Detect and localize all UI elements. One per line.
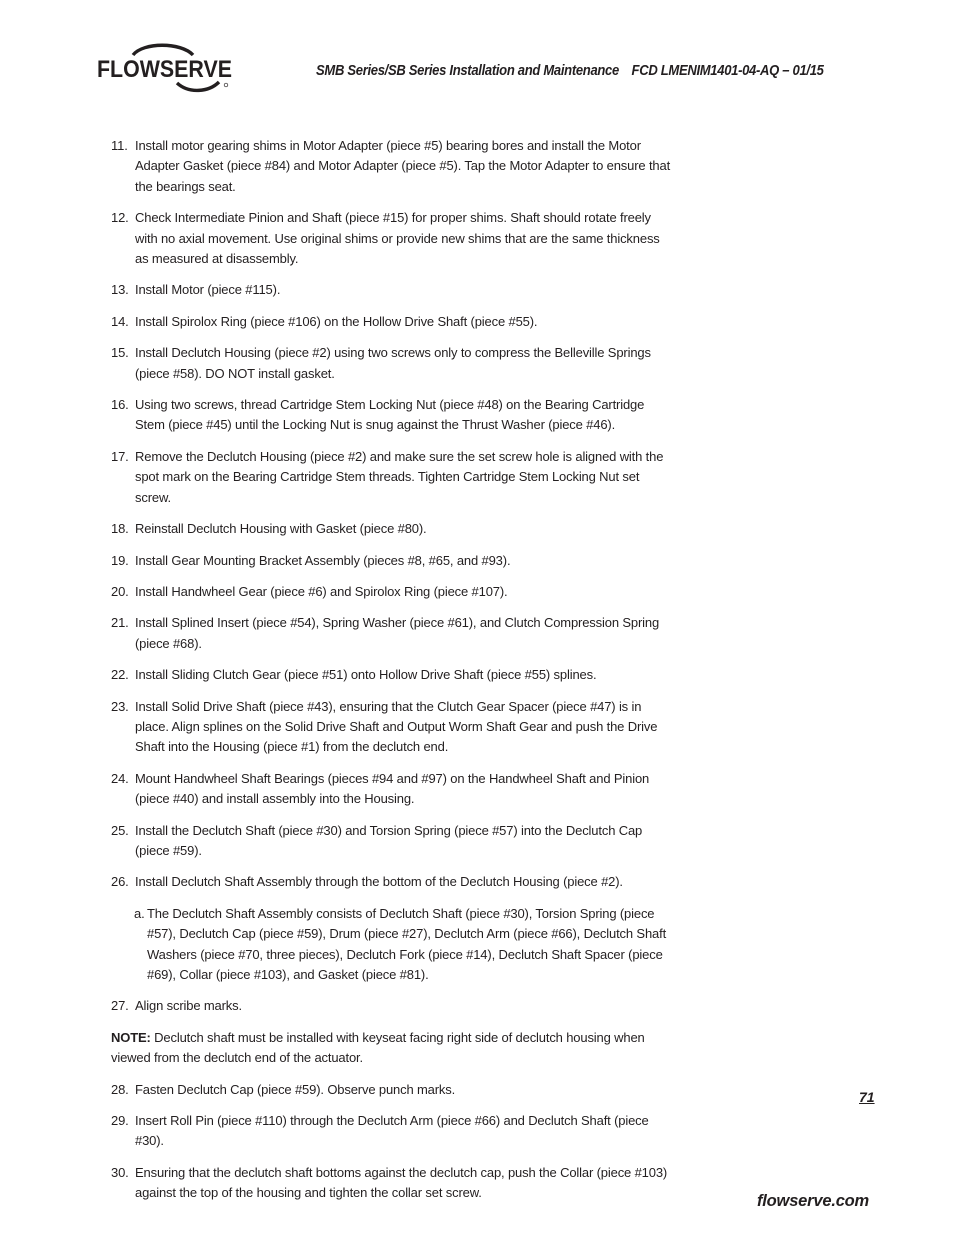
step-item [111,519,671,539]
step-text: Install Declutch Shaft Assembly through the bottom of the Declutch Housing (piece #2). [135,874,623,890]
step-number: 17. [111,448,129,464]
step-text: Install Spirolox Ring (piece #106) on the Hollow Drive Shaft (piece #55). [135,313,538,329]
substep-text: The Declutch Shaft Assembly consists of Declutch Shaft (piece #30), Torsion Spring (piece #57), Declutch Cap (piece #59), Drum (piece #27), Declutch Arm (piece #66), Declutch Shaft Washers (piece #70, three pieces), Declutch Fork (piece #14), Declutch Shaft Spacer (piece #69), Collar (piece #103), and Gasket (piece #81). [147,905,667,982]
step-text: Check Intermediate Pinion and Shaft (piece #15) for proper shims. Shaft should rotate freely with no axial movement. Use original shims or provide new shims that are the same thickness as measured at disassembly. [135,210,660,267]
step-item [111,613,671,654]
step-number: 23. [111,698,129,714]
step-number: 11. [111,138,128,153]
step-number: 22. [111,667,129,683]
step-item [111,769,671,810]
step-text: Install Solid Drive Shaft (piece #43), ensuring that the Clutch Gear Spacer (piece #47) is in place. Align splines on the Solid Drive Shaft and Output Worm Shaft Gear and push the Drive Shaft into the Housing (piece #1) from the declutch end. [135,698,658,755]
step-number: 19. [111,552,129,568]
step-27 [111,996,671,1016]
step-number: 29. [111,1113,129,1129]
instruction-list [111,136,671,1215]
step-text: Insert Roll Pin (piece #110) through the Declutch Arm (piece #66) and Declutch Shaft (piece #30). [135,1113,649,1149]
step-number: 27. [111,998,129,1014]
step-number: 26. [111,874,129,890]
page-number: 71 [859,1089,875,1105]
step-text: Install Handwheel Gear (piece #6) and Spirolox Ring (piece #107). [135,583,508,599]
step-item [111,1080,671,1100]
step-item [111,280,671,300]
step-text: Ensuring that the declutch shaft bottoms against the declutch cap, push the Collar (piece #103) against the top of the housing and tighten the collar set screw. [135,1164,668,1201]
step-text: Install motor gearing shims in Motor Adapter (piece #5) bearing bores and install the Motor Adapter Gasket (piece #84) and Motor Adapter (piece #5). Tap the Motor Adapter to ensure that the bearings seat. [135,138,671,194]
step-item [111,821,671,862]
step-text: Install Splined Insert (piece #54), Spring Washer (piece #61), and Clutch Compression Spring (piece #68). [135,615,660,651]
step-number: 14. [111,313,129,329]
step-text: Install Sliding Clutch Gear (piece #51) onto Hollow Drive Shaft (piece #55) splines. [135,667,597,683]
step-text: Install Gear Mounting Bracket Assembly (pieces #8, #65, and #93). [135,552,511,568]
doc-title: SMB Series/SB Series Installation and Maintenance [316,63,619,79]
note-paragraph [111,1028,671,1069]
document-header [316,63,824,79]
step-item [111,395,671,436]
step-text: Install Motor (piece #115). [135,282,281,298]
step-number: 28. [111,1081,129,1097]
step-text: Fasten Declutch Cap (piece #59). Observe punch marks. [135,1081,456,1097]
step-number: 20. [111,583,129,599]
step-item [111,447,671,508]
step-number: 25. [111,822,129,838]
step-item [111,551,671,571]
step-item [111,136,671,197]
step-item [111,1111,671,1152]
step-text: Mount Handwheel Shaft Bearings (pieces #94 and #97) on the Handwheel Shaft and Pinion (piece #40) and install assembly into the Housing. [135,770,650,807]
step-text: Install Declutch Housing (piece #2) using two screws only to compress the Belleville Springs (piece #58). DO NOT install gasket. [135,345,651,381]
logo-wordmark: FLOWSERVE [97,56,232,83]
doc-code: FCD LMENIM1401-04-AQ – 01/15 [631,63,824,79]
substep-number: a. [134,905,145,921]
steps-main [111,136,671,893]
step-item [111,208,671,269]
step-text: Remove the Declutch Housing (piece #2) and make sure the set screw hole is aligned with the spot mark on the Bearing Cartridge Stem threads. Tighten Cartridge Stem Locking Nut set screw. [135,448,664,505]
step-number: 18. [111,521,129,537]
step-number: 24. [111,770,129,786]
substep-26a [134,904,671,986]
step-number: 16. [111,397,129,413]
footer-url: flowserve.com [757,1192,870,1210]
step-text: Install the Declutch Shaft (piece #30) and Torsion Spring (piece #57) into the Declutch Cap (piece #59). [135,822,643,858]
flowserve-logo-graphic [97,42,237,96]
note-label: NOTE: [111,1029,151,1045]
step-item [111,582,671,602]
steps-after-note [111,1080,671,1204]
step-item [111,312,671,332]
step-text: Reinstall Declutch Housing with Gasket (piece #80). [135,521,427,537]
flowserve-logo [97,42,237,96]
step-text: Align scribe marks. [135,998,242,1014]
step-number: 21. [111,615,129,631]
step-item [111,1163,671,1204]
step-item [111,665,671,685]
step-number: 12. [111,210,129,226]
step-item [111,343,671,384]
step-item [111,872,671,892]
step-item [111,697,671,758]
step-text: Using two screws, thread Cartridge Stem Locking Nut (piece #48) on the Bearing Cartridge Stem (piece #45) until the Locking Nut is snug against the Thrust Washer (piece #46). [135,397,645,433]
step-number: 13. [111,282,129,298]
note-text: Declutch shaft must be installed with keyseat facing right side of declutch housing when viewed from the declutch end of the actuator. [111,1029,645,1066]
step-number: 30. [111,1164,129,1180]
step-number: 15. [111,345,129,361]
